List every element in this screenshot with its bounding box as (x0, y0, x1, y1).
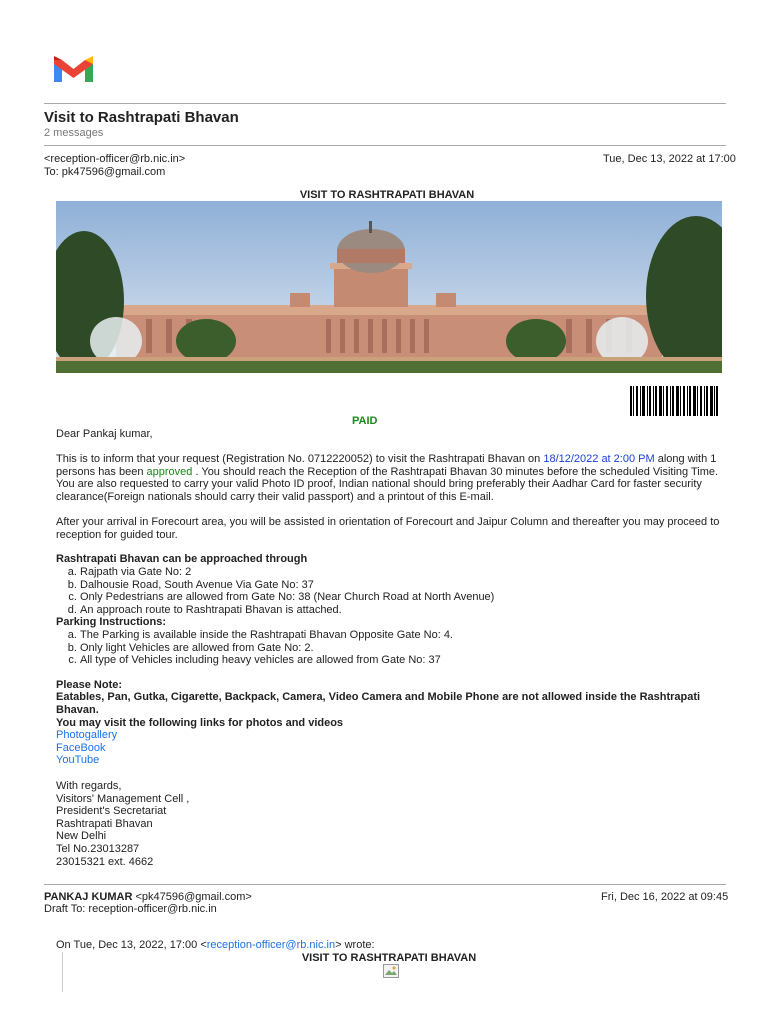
approval-text-b: along with 1 persons has been (56, 453, 717, 478)
signature-line: 23015321 ext. 4662 (56, 855, 154, 868)
barcode (630, 386, 718, 416)
link-facebook[interactable]: FaceBook (56, 742, 106, 754)
quote-text-b: > wrote: (335, 939, 375, 951)
approval-text-c: . You should reach the Reception of the Rashtrapati Bhavan 30 minutes before the scheduled Visiting Time. You are also requested to carry your valid Photo ID proof, Indian national should bring preferably their Aadhar Card for faster security clearance(Foreign nationals should carry their valid passport) and a printout of this E-mail. (56, 465, 719, 503)
rashtrapati-bhavan-photo (56, 201, 722, 373)
sender-email: <pk47596@gmail.com> (132, 891, 252, 903)
link-youtube[interactable]: YouTube (56, 754, 100, 766)
list-item: c. All type of Vehicles including heavy vehicles are allowed from Gate No: 37 (80, 654, 726, 667)
quote-text-a: On Tue, Dec 13, 2022, 17:00 < (56, 939, 207, 951)
message-date: Tue, Dec 13, 2022 at 17:00 (603, 153, 736, 165)
approach-title: Rashtrapati Bhavan can be approached through (56, 553, 308, 565)
signature-line: Visitors' Management Cell , (56, 792, 190, 805)
paragraph-approval (56, 453, 726, 503)
paid-status: PAID (352, 415, 378, 427)
link-photogallery[interactable]: Photogallery (56, 729, 118, 741)
gmail-logo[interactable] (53, 54, 94, 82)
parking-list (56, 629, 726, 667)
list-item: b. Dalhousie Road, South Avenue Via Gate No: 37 (80, 579, 726, 592)
message-date: Fri, Dec 16, 2022 at 09:45 (601, 891, 729, 903)
list-item: b. Only light Vehicles are allowed from Gate No: 2. (80, 642, 726, 655)
header-divider (44, 103, 726, 104)
email-heading: VISIT TO RASHTRAPATI BHAVAN (299, 189, 475, 201)
paragraph-arrival: After your arrival in Forecourt area, you will be assisted in orientation of Forecourt and Jaipur Column and thereafter you may proceed to reception for guided tour. (56, 516, 720, 541)
list-item: a. The Parking is available inside the Rashtrapati Bhavan Opposite Gate No: 4. (80, 629, 726, 642)
links-title: You may visit the following links for photos and videos (56, 717, 344, 729)
signature-line: New Delhi (56, 830, 107, 843)
list-item: d. An approach route to Rashtrapati Bhavan is attached. (80, 604, 726, 617)
list-item: a. Rajpath via Gate No: 2 (80, 566, 726, 579)
approach-list (56, 566, 726, 616)
recipient-line: To: pk47596@gmail.com (44, 166, 166, 178)
signature-line: Rashtrapati Bhavan (56, 817, 153, 830)
signature-line: Tel No.23013287 (56, 842, 140, 855)
signature-line: President's Secretariat (56, 805, 167, 818)
note-title: Please Note: (56, 679, 123, 691)
visit-datetime: 18/12/2022 at 2:00 PM (543, 453, 655, 465)
quoted-heading: VISIT TO RASHTRAPATI BHAVAN (301, 952, 477, 964)
approval-status: approved (146, 465, 193, 478)
parking-title: Parking Instructions: (56, 616, 167, 628)
thread-subject: Visit to Rashtrapati Bhavan (44, 109, 239, 126)
draft-recipient: Draft To: reception-officer@rb.nic.in (44, 903, 217, 915)
message-divider (44, 884, 726, 885)
message-count: 2 messages (44, 127, 104, 139)
quote-attribution (56, 939, 375, 952)
quote-email-link[interactable]: reception-officer@rb.nic.in (206, 939, 336, 951)
thread-divider (44, 145, 726, 146)
broken-image-icon (383, 964, 399, 978)
note-text: Eatables, Pan, Gutka, Cigarette, Backpack, Camera, Video Camera and Mobile Phone are not allowed inside the Rashtrapati Bhavan. (56, 691, 701, 716)
sender-email: <reception-officer@rb.nic.in> (44, 153, 186, 165)
signature-line: With regards, (56, 780, 122, 792)
greeting: Dear Pankaj kumar, (56, 428, 153, 440)
sender-name: PANKAJ KUMAR (44, 891, 133, 903)
list-item: c. Only Pedestrians are allowed from Gate No: 38 (Near Church Road at North Avenue) (80, 591, 726, 604)
signature (56, 780, 726, 868)
approval-text-a: This is to inform that your request (Registration No. 0712220052) to visit the Rashtrapati Bhavan on (56, 453, 544, 465)
